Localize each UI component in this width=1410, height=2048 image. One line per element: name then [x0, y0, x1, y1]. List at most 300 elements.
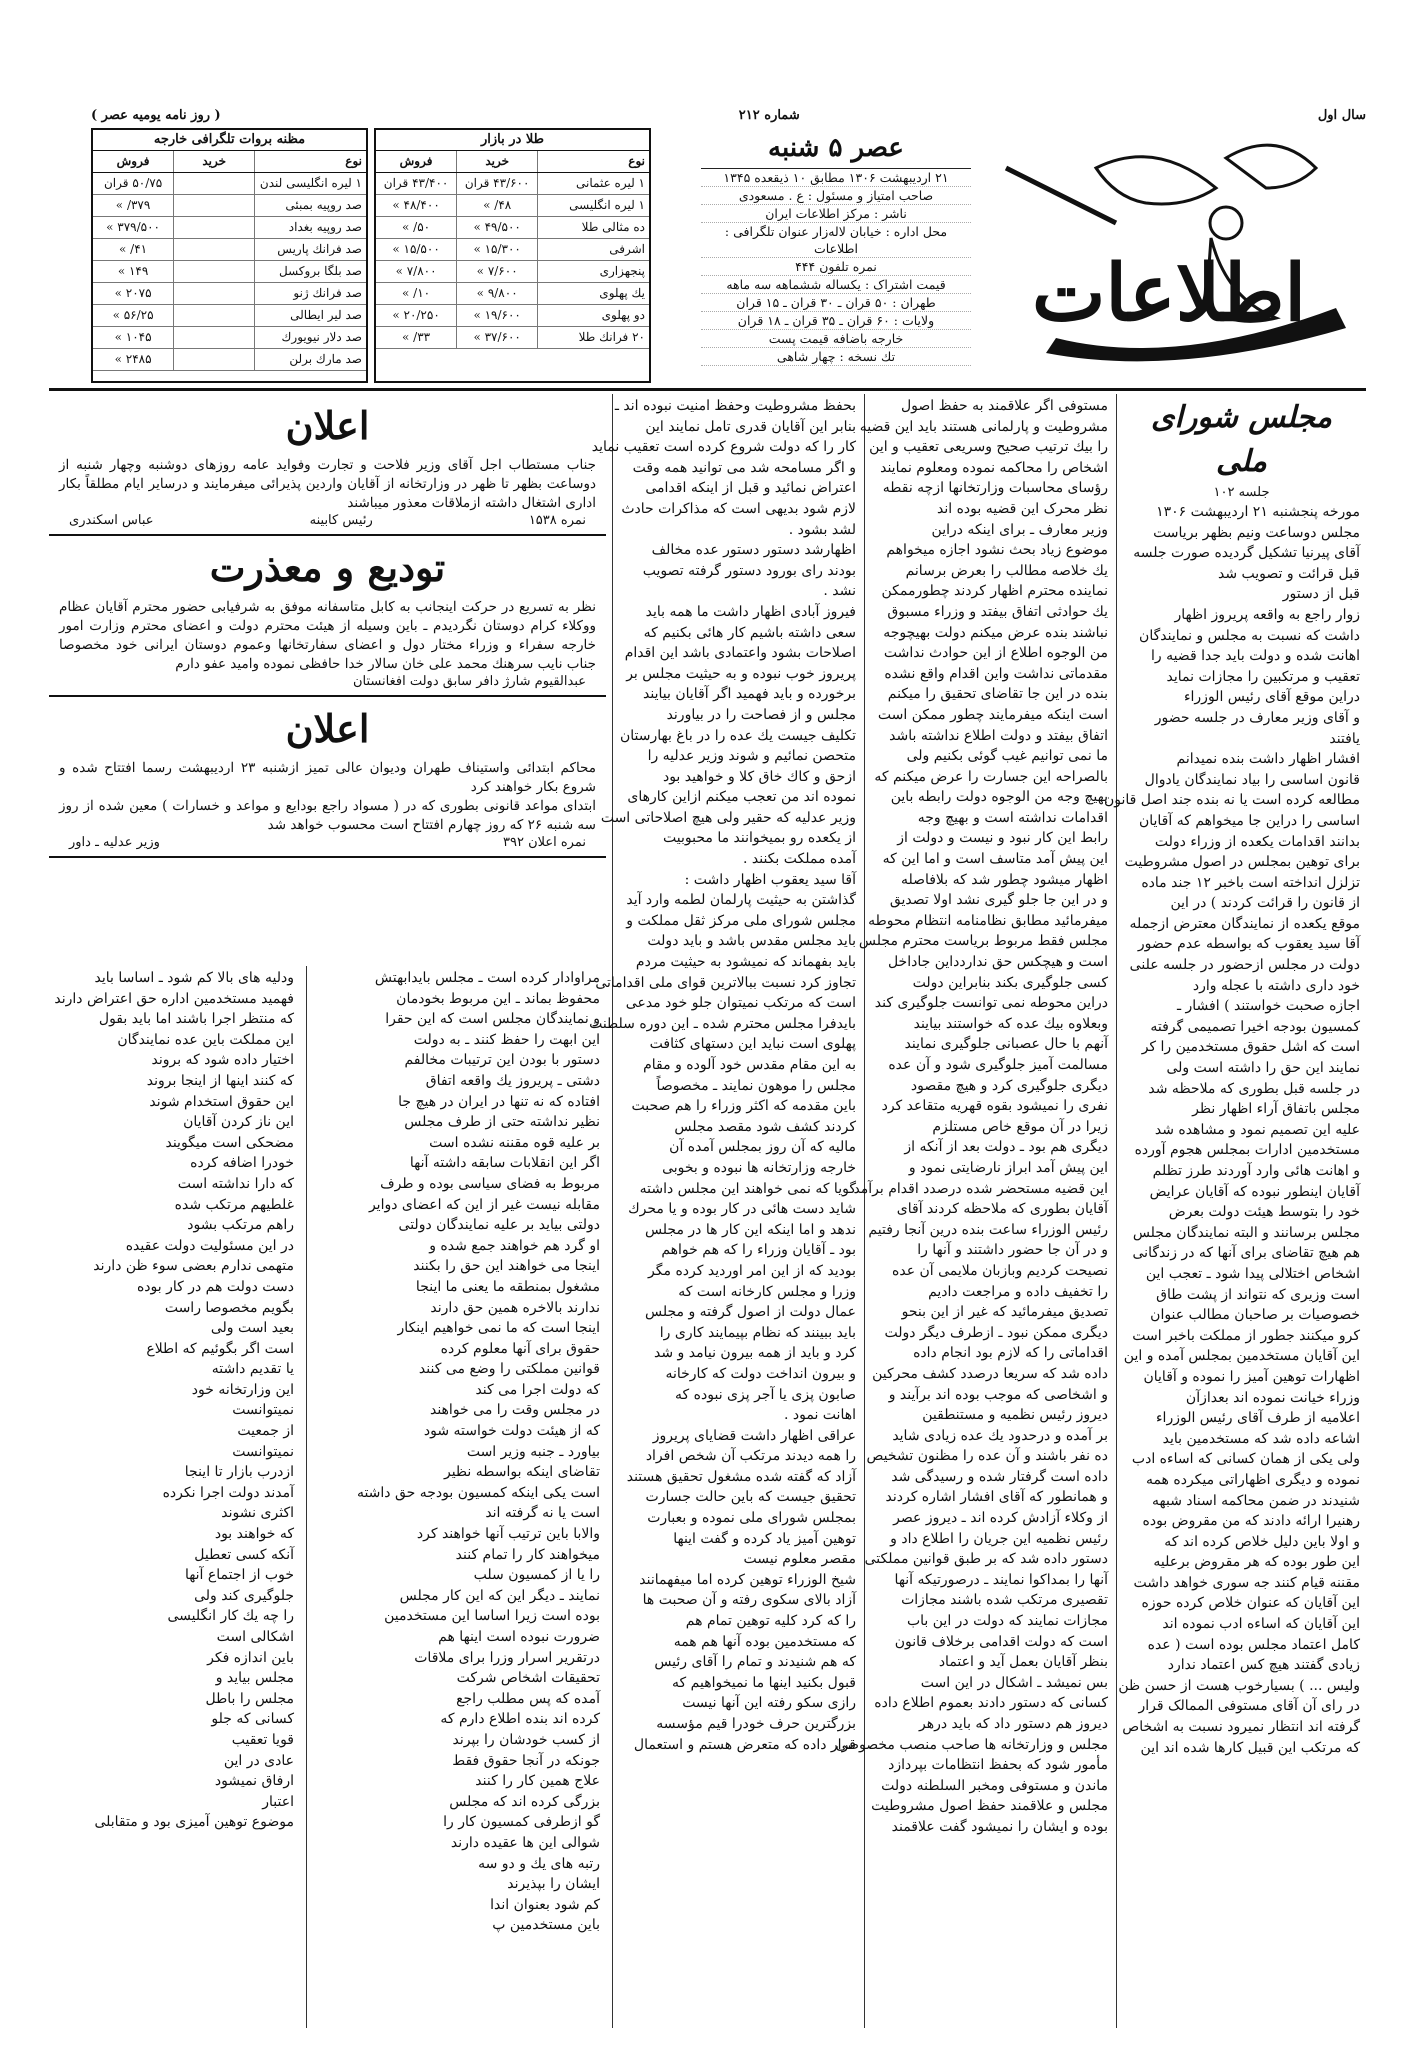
text-line: اساسی را دراین جا میخواهم که آقایان	[1138, 812, 1360, 829]
text-line: غلطیهم مرتکب شده	[174, 1196, 294, 1213]
text-line: صابون پزی یا آجر پزی نبوده که	[675, 1386, 856, 1403]
notice-footer	[49, 513, 606, 528]
text-line: مجلس را باطل	[205, 1690, 294, 1707]
table-cell	[173, 327, 254, 348]
text-line: رؤسای محاسبات وزارتخانها ازچه نقطه	[882, 480, 1108, 497]
table-cell: ۲۰/۲۵۰ »	[392, 308, 440, 322]
text-line: است یا نه گرفته اند	[485, 1505, 600, 1522]
text-line: عراقی اظهار داشت قضایای پریروز	[652, 1427, 856, 1444]
text-line: ودلیه های بالا کم شود ـ اساسا باید	[94, 970, 294, 986]
logo	[976, 128, 1366, 378]
notice-sign-title: رئیس کابینه	[309, 513, 373, 528]
column-lower-2	[0, 966, 300, 2028]
text-line: شنیدند در ضمن محاکمه اسناد شبهه	[1152, 1492, 1360, 1509]
notice-text: ابتدای مواعد قانونی بطوری که در ( مسواد راجع بودایع و مواعد و خسارات ) معین شده از روز سه شنبه ۲۶ که روز چهارم افتتاح است محسوب خواهد شد	[59, 798, 596, 833]
text-line: و نمایندگان مجلس است که این حقرا	[385, 1011, 600, 1028]
text-line: مجلس برسانند و البته نمایندگان مجلس	[1132, 1224, 1360, 1241]
table-title: طلا در بازار	[376, 130, 649, 151]
text-line: مورخه پنجشنبه ۲۱ اردیبهشت ۱۳۰۶	[1156, 504, 1360, 520]
text-line: قویا تعقیب	[231, 1731, 294, 1748]
text-line: زیرا در آن موقع خاص مستلزم	[932, 1118, 1108, 1135]
text-line: تصدیق میفرمائید که غیر از این بنحو	[901, 1304, 1108, 1321]
text-line: را که کرد کلیه توهین تمام هم	[685, 1613, 856, 1630]
notice-text: محاکم ابتدائی واستیناف طهران ودیوان عالی تمیز ازشنبه ۲۳ اردیبهشت رسما افتتاح شده و شروع بکار خواهند کرد	[59, 760, 597, 795]
text-line: حقوق برای آنها معلوم کرده	[440, 1340, 600, 1357]
text-line: و در آن جا حضور داشتند و آنها را	[917, 1242, 1108, 1259]
text-line: جونکه در آنجا حقوق فقط	[452, 1752, 600, 1769]
text-line: عمال دولت از اصول گرفته و مجلس	[644, 1304, 856, 1321]
text-line: سعی داشته باشیم کار هائی بکنیم که	[643, 624, 856, 641]
text-line: مربوط به فضای سیاسی بوده و طرف	[380, 1175, 600, 1192]
text-line: آقا سید یعقوب که بواسطه عدم حضور	[1137, 936, 1360, 953]
text-line: خود را بتوسط هیئت دولت بعرض	[1168, 1204, 1360, 1221]
text-line: نمیتوانست	[232, 1402, 294, 1419]
table-cell: دو پهلوی	[537, 305, 649, 326]
text-line: این آقایان که عنوان خلاص کرده حوزه	[1141, 1595, 1360, 1612]
table-row	[376, 239, 649, 261]
text-line: آنهم با حال عصبانی جلوگیری نمایند	[904, 1036, 1108, 1053]
table-cell: ۵۰/ »	[402, 220, 431, 234]
notice-text: نظر به تسریع در حرکت اینجانب به کابل متاسفانه موفق به شرفیابی حضور محترم آقایان عظام ووکلاء کرام دوستان نگردیدم ـ باین وسیله از هیئت محترم دولت و اعضای محترم وزارت امور خارجه سفراء و وزراء مختار دول و اعضای سفارتخانها وعموم دوستان ایرانی خود مخصوصا جناب نایب سرهنك محمد علی خان سالار خدا حافظی نموده وامید عفو دارم	[59, 599, 596, 672]
table-cell: ۱۹/۶۰۰ »	[456, 305, 537, 326]
text-line: که از هیئت دولت خواسته شود	[423, 1423, 600, 1440]
table-cell: ۴۳/۴۰۰ قران	[383, 176, 449, 190]
text-line: مطالعه کرده است یا نه بنده جند اصل قانون	[1103, 792, 1360, 809]
divider	[49, 534, 606, 536]
text-line: متحصن نمائیم و شوند وزیر عدلیه را	[647, 748, 856, 765]
text-line: قبل از دستور	[1282, 586, 1360, 603]
notice-signature: عباس اسکندری	[69, 513, 154, 528]
text-line: از یکعده رو بمیخوانند ما محبوبیت	[663, 830, 856, 847]
table-cell: صد مارك برلن	[254, 349, 366, 370]
text-line: گذاشتن به حیثیت پارلمان لطمه وارد آید	[626, 892, 856, 909]
text-line: اشاعه داده شد که مستخدمین باید	[1162, 1430, 1360, 1447]
text-line: کردند کشف شود مقصد مجلس	[674, 1118, 856, 1135]
text-line: است اگر بگوئیم که اطلاع	[146, 1340, 294, 1357]
divider	[49, 695, 606, 697]
text-line: آقایان بطوری که ملاحظه کردند آقای	[896, 1201, 1108, 1218]
text-line: مسالمت آمیز جلوگیری شود و آن عده	[888, 1057, 1108, 1073]
table-row	[376, 217, 649, 239]
table-cell: ۴۹/۵۰۰ »	[456, 217, 537, 238]
notice-number: نمره اعلان ۳۹۲	[502, 835, 586, 850]
table-cell: ۱ لیره انگلیسی لندن	[254, 173, 366, 194]
text-line: رتبه های یك و دو سه	[478, 1855, 600, 1872]
text-line: دیگری هم بود ـ دولت بعد از آنکه از	[904, 1139, 1108, 1156]
table-body	[376, 173, 649, 349]
text-line: افشار اظهار داشت بنده نمیدانم	[1176, 751, 1360, 768]
text-line: لشد بشود .	[788, 521, 856, 538]
text-line: ولیس ... ) بسیارخوب هست از حسن ظن	[1118, 1677, 1360, 1694]
table-cell: ۵۰/۷۵ قران	[103, 176, 163, 190]
text-line: مراوادار کرده است ـ مجلس بایدابهتش	[374, 970, 600, 986]
text-line: ایشان را بپذیرند	[507, 1876, 600, 1893]
notice-signature: وزیر عدلیه ـ داور	[69, 835, 160, 850]
table-cell: ۳۳/ »	[402, 330, 431, 344]
notices-block	[49, 394, 606, 964]
text-line: تحقیقات اشخاص شرکت	[456, 1670, 600, 1687]
text-line: بوده و ایشان را نمیشود گفت علاقمند	[891, 1818, 1108, 1835]
text-line: از کسب خودشان را بپرند	[452, 1731, 600, 1748]
text-line: را بیك ترتیب صحیح وسریعی تعقیب و این	[869, 439, 1108, 456]
table-row	[93, 305, 366, 327]
text-line: رازی سکو رفته این آنها نیست	[682, 1695, 856, 1712]
text-line: دیگری جلوگیری کرد و هیچ مقصود	[910, 1077, 1108, 1094]
text-line: تزلزل انداخته است باخبر ۱۲ جند ماده	[1141, 874, 1360, 891]
text-line: کسی جلوگیری بکند بنابراین دولت	[912, 974, 1108, 991]
text-line: تقصیری مرتکب شده باشند مجازات	[901, 1592, 1108, 1609]
forex-rate-table	[91, 128, 368, 383]
table-cell: صد دلار نیویورك	[254, 327, 366, 348]
table-cell: ۳۷۹/۵۰۰ »	[106, 220, 160, 234]
text-line: ازحق و کاك خاق کلا و خواهید بود	[662, 768, 856, 785]
table-cell: صد روپیه بمبئی	[254, 195, 366, 216]
table-cell	[173, 173, 254, 194]
text-line: زیادی گفتند هیچ کس اعتماد ندارد	[1167, 1657, 1360, 1674]
table-row	[376, 283, 649, 305]
session-number: جلسه ۱۰۲	[1213, 485, 1270, 500]
text-line: بعید است ولی	[210, 1320, 294, 1337]
text-line: اعلامیه از طرف آقای رئیس الوزراء	[1155, 1410, 1360, 1427]
text-line: علیه این تصمیم نمود و مشاهده شد	[1154, 1121, 1360, 1138]
header-cell: نوع	[537, 151, 649, 172]
pub-line: طهران : ۵۰ قران ـ ۳۰ قران ـ ۱۵ قران	[701, 294, 971, 312]
text-line: برای توهین بمجلس در اصول مشروطیت	[1124, 854, 1360, 871]
text-line: اینجا می خواهند این حق را بکنند	[413, 1258, 600, 1275]
text-line: بر علیه قوه مقننه نشده است	[429, 1134, 600, 1151]
text-line: مجلس باتفاق آراء اظهار نظر	[1192, 1101, 1360, 1118]
text-line: که دولت اجرا می کند	[475, 1381, 600, 1398]
text-line: عادی در این	[223, 1752, 294, 1769]
text-line: مجلس و علاقمند حفظ اصول مشروطیت	[871, 1798, 1108, 1815]
text-line: ماندن و مستوفی ومخبر السلطنه دولت	[881, 1777, 1108, 1794]
table-cell: ۲۰ فرانك طلا	[537, 327, 649, 348]
text-line: و بیرون انداخت دولت که کارخانه	[665, 1365, 856, 1382]
text-line: مجلس را موهون نمایند ـ مخصوصاً	[656, 1077, 856, 1094]
pub-line: تك نسخه : چهار شاهی	[701, 348, 971, 366]
column-text	[6, 968, 294, 1833]
text-line: این ابهت را حفظ کنند ـ به دولت	[413, 1031, 600, 1048]
text-line: ازدرب بازار تا اینجا	[184, 1464, 294, 1481]
text-line: میفرمائید مطابق نظامنامه انتظام محوطه	[868, 912, 1108, 929]
table-row	[93, 239, 366, 261]
table-cell: صد فرانك پاریس	[254, 239, 366, 260]
header-cell: خرید	[173, 151, 254, 172]
text-line: آمده مملکت بکنند .	[742, 851, 856, 868]
table-cell: ۱۰۴۵ »	[114, 330, 152, 344]
text-line: و در این جا جلو گیری نشد اولا تصدیق	[889, 892, 1108, 909]
lower-columns	[49, 966, 606, 2028]
text-line: این آقایان مستخدمین بمجلس آمده و این	[1123, 1348, 1360, 1365]
text-line: مستخدمین ادارات بمجلس هجوم آورده	[1134, 1142, 1360, 1159]
text-line: مقصر معلوم نیست	[743, 1551, 856, 1568]
text-line: اجازه صحبت خواستند ) افشار ـ	[1176, 998, 1360, 1015]
text-line: رابط این کار نبود و نیست و دولت از	[897, 830, 1108, 847]
text-line: بنابر این آقایان قدری تامل نمایند این	[645, 418, 856, 435]
text-line: اکثری نشوند	[221, 1505, 294, 1522]
text-line: خود داری داشته با عجله وارد	[1192, 977, 1360, 994]
table-row	[93, 283, 366, 305]
pub-line: نمره تلفون ۴۴۴	[701, 258, 971, 276]
text-line: والابا باین ترتیب آنها خواهند کرد	[416, 1526, 600, 1543]
table-cell: ۱۴۹ »	[117, 264, 149, 278]
text-line: یا تقدیم داشته	[211, 1361, 294, 1378]
table-cell: ۹/۸۰۰ »	[456, 283, 537, 304]
text-line: آمده که پس مطلب راجع	[456, 1690, 600, 1707]
text-line: این پیش آمد متاسف است و اما این که	[882, 851, 1108, 868]
table-row	[93, 173, 366, 195]
table-cell: ۱۵/۳۰۰ »	[456, 239, 537, 260]
text-line: تقاضای اینکه بواسطه نظیر	[443, 1464, 600, 1481]
text-line: کرد و باید از همه بیرون نیامد و شد	[654, 1345, 856, 1362]
text-line: که دارا نداشته است	[177, 1175, 294, 1192]
notice-text: جناب مستطاب اجل آقای وزیر فلاحت و تجارت وفواید عامه روزهای دوشنبه وچهار شنبه از دوساعت بظهر تا ظهر در وزارتخانه از آقایان واردین پذیرائی میفرمایند و درسایر ایام مطلقاً بکار اداری اشتغال داشته ازملاقات معذور میباشند	[59, 457, 596, 511]
text-line: آمدند دولت اجرا نکرده	[162, 1484, 294, 1501]
text-line: خارجه وزارتخانه ها نبوده و بخوبی	[662, 1159, 856, 1176]
text-line: بودند رای بورود دستور گرفته تصویب	[642, 562, 856, 579]
table-cell: پنجهزاری	[537, 261, 649, 282]
text-line: قبول بکنید اینها ما نمیخواهیم که	[672, 1674, 856, 1691]
table-cell: ۴۸/۴۰۰ »	[392, 198, 440, 212]
text-line: کمسیون بودجه اخیرا تصمیمی گرفته	[1150, 1018, 1360, 1035]
text-line: بیاورد ـ جنبه وزیر است	[466, 1443, 600, 1460]
text-line: نماینده محترم اظهار کردند چطورممکن	[881, 583, 1108, 600]
notice-title: اعلان	[285, 706, 370, 751]
text-line: دشتی ـ پریروز یك واقعه اتفاق	[425, 1072, 600, 1089]
text-line: بهیچ وجه من الوجوه دولت رابطه باین	[890, 789, 1108, 806]
table-cell: ده مثالی طلا	[537, 217, 649, 238]
text-line: مشروطیت و پارلمانی هستند باید این قضیه	[859, 418, 1108, 435]
text-line: بایدفرا مجلس محترم شده ـ این دوره سلطنت	[589, 1015, 856, 1032]
text-line: بزرگترین حرف خودرا قیم مؤسسه	[656, 1716, 856, 1732]
text-line: در مجلس وقت را می خواهند	[429, 1402, 600, 1419]
text-line: بنده در این جا تقاضای تحقیق را میکنم	[887, 686, 1108, 703]
logo-text: اطلاعات	[1031, 248, 1306, 339]
text-line: دولت در مجلس ازحضور در جلسه علنی	[1129, 957, 1360, 974]
text-line: دیروز هم دستور داد که باید درهر	[919, 1716, 1108, 1732]
table-row	[93, 217, 366, 239]
text-line: داده شد که سریعا درصدد کشف محرکین	[872, 1365, 1108, 1382]
article-area	[49, 394, 1366, 2028]
text-line: اینجا است که ما نمی خواهیم اینکار	[397, 1320, 600, 1337]
text-line: آقا سید یعقوب اظهار داشت :	[684, 871, 856, 888]
text-line: میخواهند کار را تمام کنند	[455, 1546, 600, 1563]
text-line: باین مستخدمین پ	[492, 1917, 600, 1934]
text-line: کسانی که دستور دادند بعموم اطلاع داده	[874, 1695, 1108, 1712]
text-line: فهمید مستخدمین اداره حق اعتراض دارند	[54, 990, 294, 1007]
text-line: مجلس فقط مربوط بریاست محترم مجلس	[858, 933, 1108, 950]
text-line: افتاده که نه تنها در ایران در هیچ جا	[398, 1093, 600, 1110]
text-line: وزیر عدلیه که حقیر ولی هیچ اصلاحاتی است	[600, 809, 856, 826]
table-cell: ۲۰۷۵ »	[114, 286, 152, 300]
text-line: بدانند اقدامات یکعده از وزراء دولت	[1154, 833, 1360, 850]
text-line: نموده و دیگری اظهاراتی میکرده همه	[1145, 1471, 1360, 1488]
text-line: آنکه کسی تعطیل	[194, 1546, 294, 1563]
pub-line: قیمت اشتراک : یکساله ششماهه سه ماهه	[701, 276, 971, 294]
text-line: نفری را نمیشود بقوه قهریه متقاعد کرد	[881, 1098, 1108, 1115]
text-line: یك خلاصه مطالب را بعرض برسانم	[905, 562, 1108, 579]
text-line: مأمور شود که بحفظ انتظامات بپردازد	[888, 1757, 1108, 1774]
text-line: او گرد هم خواهند جمع شده و	[429, 1237, 600, 1254]
text-line: کار را که دولت شروع کرده است تعقیب نماید	[591, 439, 856, 456]
table-title: مظنه بروات تلگرافی خارجه	[93, 130, 366, 151]
text-line: داشت که نسبت به مجلس و نمایندگان	[1139, 627, 1360, 644]
text-line: اهانت شده و دولت باید جدا قضیه را	[1150, 648, 1360, 665]
text-line: گو ازطرفی کمسیون کار را	[443, 1814, 600, 1831]
text-line: اگر این انقلابات سابقه داشته آنها	[409, 1155, 600, 1172]
text-line: نمیتوانست	[232, 1443, 294, 1460]
text-line: باین مقدمه که اکثر وزراء را هم صحبت	[631, 1098, 856, 1115]
text-line: رئیس الوزراء ساعت بنده درین آنجا رفتیم	[868, 1221, 1108, 1238]
paper-description: ( روز نامه یومیه عصر )	[91, 108, 221, 123]
text-line: این حقوق استخدام شوند	[149, 1093, 294, 1110]
column-lower-1	[306, 966, 606, 2028]
text-line: نشد .	[823, 583, 856, 600]
table-row	[376, 327, 649, 349]
text-line: پریروز خوب نبوده و به حیثیت مجلس بر	[626, 665, 856, 682]
text-line: دراین محوطه نمی توانست جلوگیری کند	[874, 995, 1108, 1012]
text-line: وزراء خیانت نموده اند بعدازآن	[1185, 1389, 1360, 1406]
text-line: دستور داده شد که بر طبق قوانین مملکتی	[864, 1551, 1108, 1568]
text-line: دست دولت هم در کار بوده	[136, 1278, 294, 1295]
text-line: ارفاق نمیشود	[214, 1773, 294, 1790]
text-line: اظهارشد دستور دستور عده مخالف	[651, 542, 856, 559]
text-line: دولتی بیاید بر علیه نمایندگان دولتی	[398, 1217, 600, 1234]
text-line: است و هیچکس حق نداردداین جاداخل	[887, 954, 1108, 971]
text-line: تحقیق جیست که باین حالت جسارت	[645, 1489, 856, 1506]
text-line: این وزارتخانه خود	[191, 1381, 294, 1398]
notice-title: اعلان	[285, 403, 370, 448]
table-cell: اشرفی	[537, 239, 649, 260]
table-cell	[173, 305, 254, 326]
text-line: شوالی این ها عقیده دارند	[450, 1834, 600, 1851]
column-text	[313, 968, 600, 1936]
text-line: که مرتکب این قبیل کارها شده اند این	[1140, 1739, 1360, 1756]
text-line: و اگر مسامحه شد می توانید همه وقت	[632, 459, 856, 476]
table-cell: ۲۴۸۵ »	[114, 352, 152, 366]
table-cell: صد بلگا بروکسل	[254, 261, 366, 282]
table-cell: ۵۶/۲۵ »	[112, 308, 154, 322]
text-line: اظهارات توهین آمیز را نموده و آقایان	[1143, 1368, 1360, 1385]
text-line: بحفظ مشروطیت وحفظ امنیت نبوده اند ـ	[614, 398, 856, 414]
text-line: من الوجوه اطلاع از این حوادث نداشت	[883, 645, 1108, 662]
text-line: باید ببینند که نظام بپیمایند کاری را	[659, 1324, 856, 1341]
text-line: اشخاص را محاکمه نموده ومعلوم نمایند	[880, 459, 1108, 476]
text-line: نظیر نداشته حتی از طرف مجلس	[404, 1114, 600, 1131]
text-line: خوب از اجتماع آنها	[184, 1567, 294, 1584]
text-line: که کنند اینها از اینجا بروند	[146, 1072, 294, 1089]
text-line: وبعلاوه بیك عده که خواستند بیایند	[913, 1015, 1108, 1032]
text-line: مقننه قیام کنند جه سوری خواهد داشت	[1133, 1574, 1360, 1591]
column-text	[835, 396, 1108, 1838]
text-line: یك حوادثی اتفاق بیفتد و وزراء مسبوق	[887, 603, 1108, 620]
text-line: تجاوز کرد نسبت ببالاترین قوای ملی اقداماتی	[595, 974, 856, 991]
text-line: دیگری ممکن نبود ـ ازطرف دیگر دولت	[884, 1324, 1108, 1341]
text-line: آقایان اینطور نبوده که آقایان عرایض	[1149, 1183, 1360, 1200]
column-parliament	[1103, 394, 1366, 2028]
text-line: را یا از کمسیون سلب	[473, 1567, 600, 1584]
text-line: وزیر معارف ـ برای اینکه دراین	[931, 521, 1108, 538]
text-line: موضوع زیاد بحث نشود اجازه میخواهم	[886, 542, 1108, 559]
day-title: عصر ۵ شنبه	[701, 128, 971, 169]
table-cell	[173, 239, 254, 260]
text-line: راهم مرتکب بشود	[187, 1217, 294, 1234]
table-cell: صد فرانك ژنو	[254, 283, 366, 304]
volume-label: سال اول	[1317, 108, 1366, 123]
text-line: مالیه که آن روز بمجلس آمده آن	[669, 1139, 856, 1156]
text-line: را چه یك کار انگلیسی	[167, 1608, 294, 1625]
table-row	[93, 349, 366, 371]
table-cell: ۷/۸۰۰ »	[395, 264, 437, 278]
divider	[49, 856, 606, 858]
text-line: بالصراحه این جسارت را عرض میکنم که	[874, 768, 1108, 785]
text-line: مقابله نیست غیر از این که اعضای دوایر	[368, 1196, 600, 1213]
table-cell: صد روپیه بغداد	[254, 217, 366, 238]
text-line: ده نفر باشند و آن عده را مظنون تشخیص	[866, 1448, 1108, 1465]
text-line: مشغول بمنطقه ما یعنی ما اینجا	[415, 1278, 600, 1295]
text-line: داده است گرفتار شده و رسیدگی شد	[891, 1468, 1108, 1485]
pub-line: صاحب امتیاز و مسئول : ع . مسعودی	[701, 187, 971, 205]
text-line: اختیار داده شود که بروند	[151, 1052, 294, 1069]
text-line: نباشند بنده عرض میکنم دولت بهیچوجه	[883, 624, 1108, 641]
text-line: مجازات نمایند که دولت در این باب	[906, 1613, 1108, 1630]
text-line: بمجلس شورای ملی نموده و بعبارت	[647, 1510, 856, 1527]
text-line: از وکلاء آزادش کرده اند ـ دیروز عصر	[893, 1510, 1108, 1527]
text-line: رئیس نظمیه این جریان را اطلاع داد و	[890, 1530, 1108, 1547]
masthead	[91, 128, 1366, 386]
text-line: بودید که از این امر اوردید کرده مگر	[648, 1262, 856, 1279]
table-row	[376, 261, 649, 283]
text-line: و اولا باین دلیل خلاص کرده اند که	[1164, 1533, 1360, 1550]
header-cell: نوع	[254, 151, 366, 172]
date-line: ۲۱ اردیبهشت ۱۳۰۶ مطابق ۱۰ ذیقعده ۱۳۴۵	[701, 169, 971, 187]
table-header	[376, 151, 649, 173]
table-cell: ۱۰/ »	[402, 286, 431, 300]
notice-signature: عبدالقیوم شارژ دافر سابق دولت افغانستان	[352, 674, 586, 689]
text-line: ندارند بالاخره همین حق دارند	[430, 1299, 600, 1316]
table-row	[93, 261, 366, 283]
text-line: پهلوی است نباید این دستهای کثافت	[649, 1036, 856, 1053]
text-line: این طور بوده که هر مقروض برعلیه	[1153, 1554, 1360, 1571]
text-line: نمایند ـ دیگر این که این کار مجلس	[399, 1587, 600, 1604]
text-line: گویا که نمی خواهند این مجلس داشته	[639, 1180, 856, 1197]
pub-line: ناشر : مرکز اطلاعات ایران	[701, 205, 971, 223]
text-line: در جلسه قبل بطوری که ملاحظه شد	[1148, 1080, 1360, 1097]
text-line: در این مسئولیت دولت عقیده	[125, 1237, 294, 1254]
masthead-divider	[49, 388, 1366, 391]
text-line: دیروز رئیس نظمیه و مستنطقین	[922, 1407, 1108, 1424]
text-line: است اینکه میفرمایند چطور ممکن است	[877, 706, 1108, 723]
table-cell: ۱ لیره عثمانی	[537, 173, 649, 194]
gold-price-table	[374, 128, 651, 383]
text-line: شاید دست هائی در کار بوده و یا محرك	[628, 1201, 856, 1218]
text-line: آزاد بالای سکوی رفته و آن صحبت ها	[642, 1592, 856, 1609]
text-line: ولی یکی از همان کسانی که اساءه ادب	[1131, 1451, 1360, 1468]
text-line: نمایند این حق را داشته است ولی	[1166, 1060, 1360, 1077]
text-line: و اهانت هائی وارد آوردند طرز تظلم	[1152, 1163, 1360, 1179]
text-line: بگویم مخصوصا راست	[164, 1299, 294, 1316]
text-line: اتفاق بیفتد و دولت اطلاع نداشته باشد	[889, 727, 1108, 744]
text-line: از قانون را قرائت کردند ) در این	[1170, 895, 1360, 912]
text-line: از جمعیت	[237, 1423, 294, 1440]
text-line: کم شود بعنوان اندا	[490, 1896, 600, 1913]
header-cell: خرید	[456, 151, 537, 172]
text-line: به این مقام مقدس خود آلوده و مقام	[643, 1057, 856, 1073]
text-line: که هم شنیدند و تمام را آقای رئیس	[654, 1654, 856, 1671]
table-cell: ۱۵/۵۰۰ »	[392, 242, 440, 256]
text-line: بود ـ آقایان وزراء را که هم خواهم	[661, 1242, 856, 1259]
text-line: قوانین مملکتی را وضع می کنند	[418, 1361, 600, 1378]
